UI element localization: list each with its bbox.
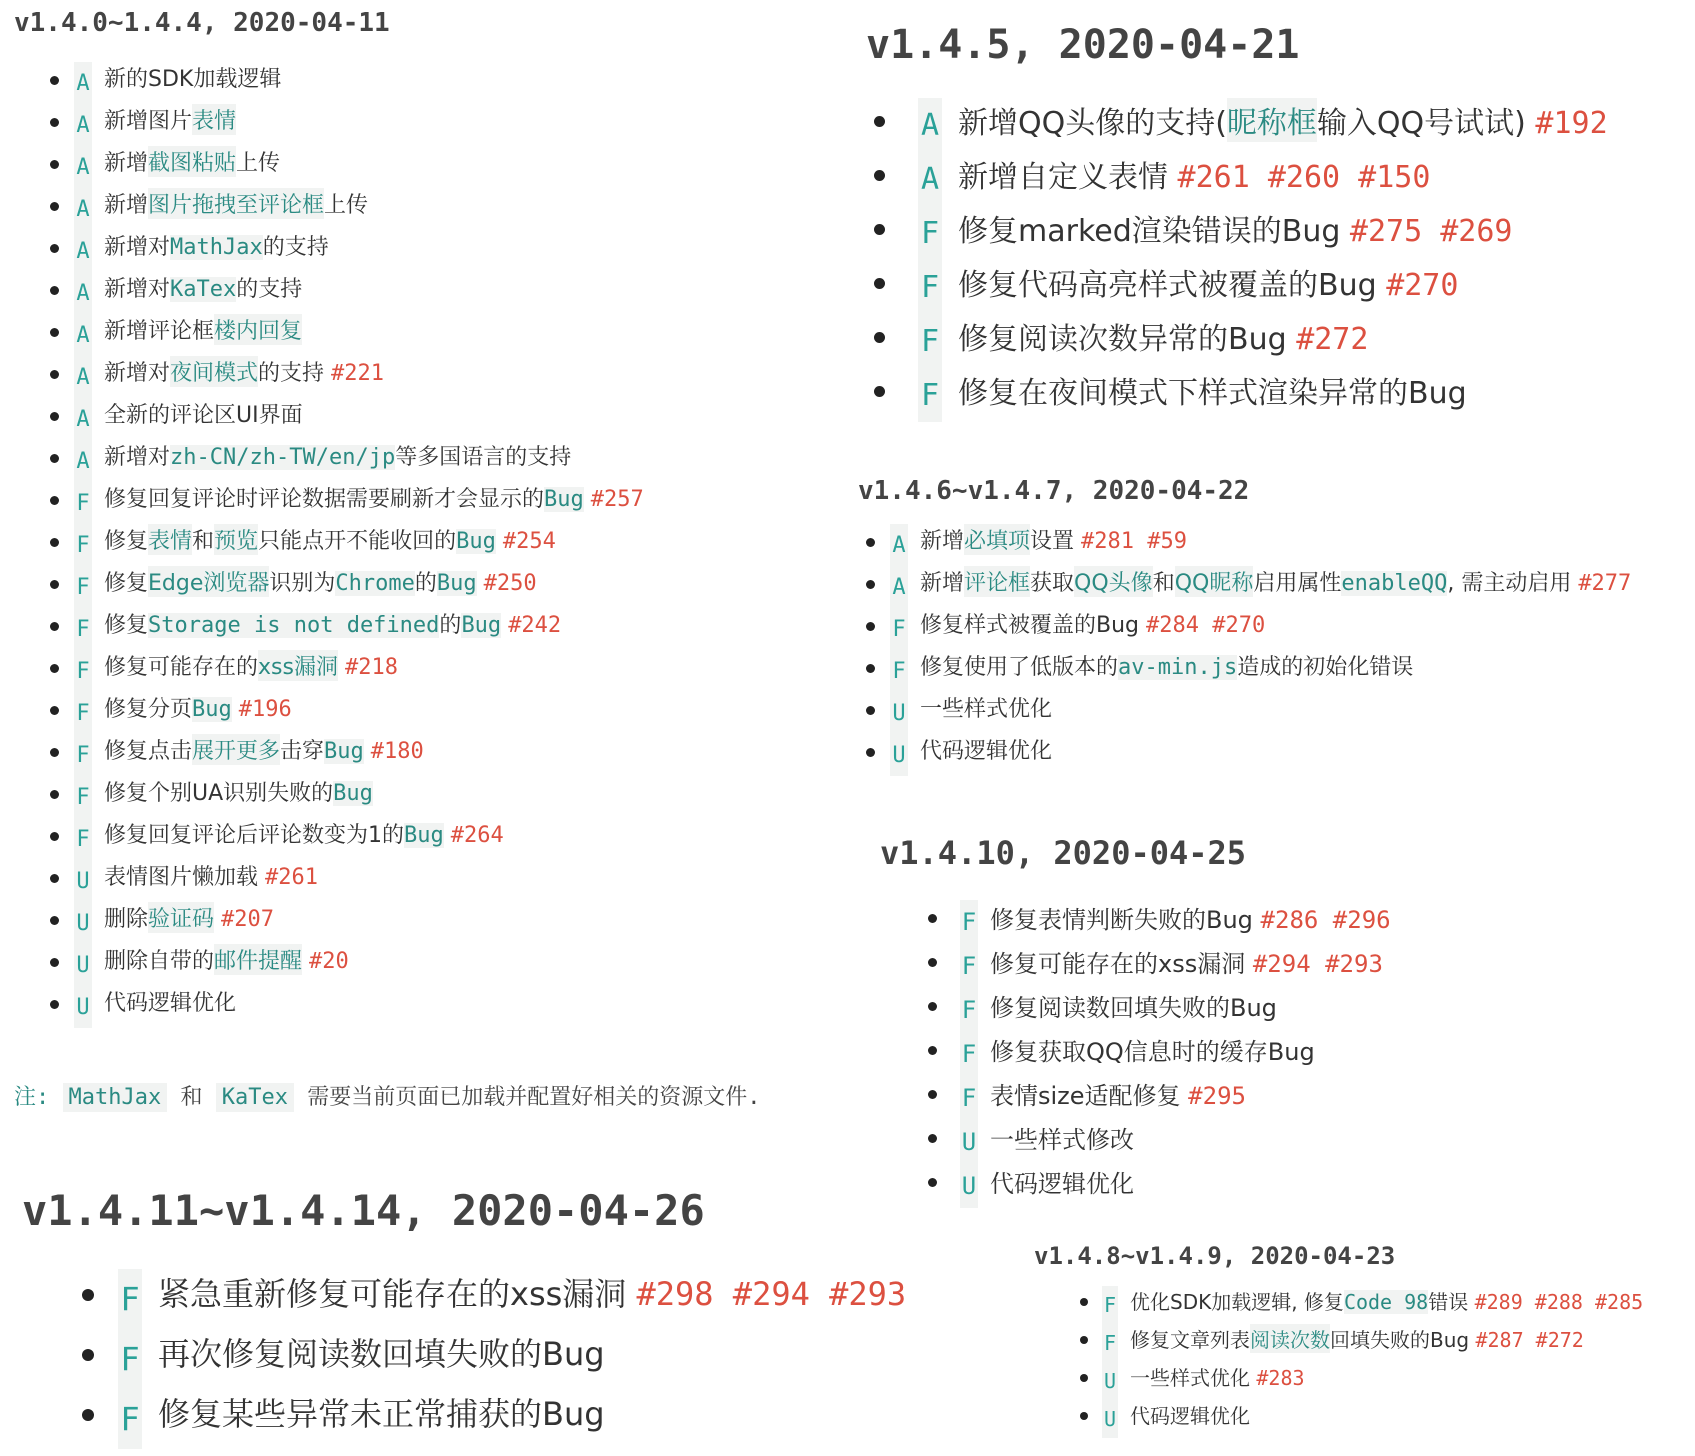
item-text: 修复 bbox=[104, 571, 149, 596]
list-item bbox=[14, 398, 644, 440]
item-text: 新增自定义表情 bbox=[958, 160, 1178, 195]
change-type-tag: F bbox=[1102, 1324, 1118, 1362]
inline-code: Bug bbox=[436, 571, 477, 596]
highlight-text: 预览 bbox=[214, 524, 258, 555]
change-type-tag: F bbox=[960, 1076, 978, 1120]
item-text: 修复使用了低版本的 bbox=[920, 655, 1119, 680]
highlight-text: 验证码 bbox=[148, 902, 214, 933]
section-title: v1.4.8~v1.4.9, 2020-04-23 bbox=[1034, 1242, 1396, 1270]
issue-ref: #275 #269 bbox=[1349, 214, 1513, 249]
change-type-tag: F bbox=[118, 1389, 142, 1449]
issue-ref: #196 bbox=[238, 697, 292, 722]
highlight-text: 昵称框 bbox=[1227, 98, 1317, 142]
item-text: 代码逻辑优化 bbox=[104, 991, 237, 1016]
item-text: 新的SDK加载逻辑 bbox=[104, 67, 282, 92]
highlight-text: xss漏洞 bbox=[258, 650, 338, 681]
change-type-tag: F bbox=[960, 900, 978, 944]
section-v1-4-0 bbox=[14, 8, 644, 1028]
change-type-tag: F bbox=[960, 1032, 978, 1076]
list-item bbox=[14, 608, 644, 650]
list-item bbox=[1054, 1286, 1643, 1324]
changelog-list bbox=[830, 524, 1631, 776]
item-text: 修复某些异常未正常捕获的Bug bbox=[158, 1395, 605, 1433]
item-text: 的支持 bbox=[262, 235, 329, 260]
list-item bbox=[830, 608, 1631, 650]
item-text bbox=[584, 487, 591, 512]
issue-ref: #281 #59 bbox=[1081, 529, 1187, 554]
list-item bbox=[14, 818, 644, 860]
highlight-text: 评论框 bbox=[964, 566, 1030, 597]
item-text: 一些样式优化 bbox=[920, 697, 1053, 722]
change-type-tag: U bbox=[960, 1120, 978, 1164]
issue-ref: #286 #296 bbox=[1260, 906, 1391, 934]
item-text: 修复 bbox=[104, 613, 149, 638]
list-item bbox=[14, 314, 644, 356]
item-text: 新增对 bbox=[104, 235, 171, 260]
issue-ref: #221 bbox=[331, 361, 385, 386]
section-v1-4-10 bbox=[880, 834, 1391, 1208]
list-item bbox=[14, 356, 644, 398]
inline-code: zh-CN/zh-TW/en/jp bbox=[170, 445, 396, 470]
item-text: 表情图片懒加载 bbox=[104, 865, 265, 890]
list-item bbox=[22, 1389, 906, 1449]
issue-ref: #272 bbox=[1296, 322, 1369, 357]
item-text bbox=[501, 613, 508, 638]
highlight-text: 截图粘贴 bbox=[148, 146, 236, 177]
inline-code: MathJax bbox=[170, 235, 263, 260]
highlight-text: 表情 bbox=[192, 104, 236, 135]
list-item bbox=[14, 902, 644, 944]
issue-ref: #254 bbox=[502, 529, 556, 554]
inline-code: Chrome bbox=[335, 571, 415, 596]
item-text: 优化SDK加载逻辑, 修复 bbox=[1130, 1290, 1344, 1314]
list-item bbox=[866, 98, 1608, 152]
item-text: 修复表情判断失败的Bug bbox=[990, 906, 1261, 934]
change-type-tag: F bbox=[918, 260, 942, 314]
list-item bbox=[1054, 1400, 1643, 1438]
change-type-tag: A bbox=[918, 152, 942, 206]
issue-ref: #250 bbox=[483, 571, 537, 596]
item-text: 删除 bbox=[104, 907, 149, 932]
inline-code: enableQQ bbox=[1341, 571, 1448, 596]
change-type-tag: F bbox=[74, 692, 92, 734]
list-item bbox=[830, 734, 1631, 776]
list-item bbox=[22, 1329, 906, 1389]
inline-code: Bug bbox=[404, 823, 444, 848]
issue-ref: #207 bbox=[221, 907, 275, 932]
highlight-text: 展开更多 bbox=[192, 734, 280, 765]
item-text: 再次修复阅读数回填失败的Bug bbox=[158, 1335, 605, 1373]
item-text bbox=[477, 571, 484, 596]
issue-ref: #284 #270 bbox=[1146, 613, 1266, 638]
item-text: 输入QQ号试试) bbox=[1316, 106, 1536, 141]
item-text: 只能点开不能收回的 bbox=[258, 529, 457, 554]
section-title: v1.4.11~v1.4.14, 2020-04-26 bbox=[22, 1186, 705, 1235]
list-item bbox=[14, 62, 644, 104]
item-text: 代码逻辑优化 bbox=[1130, 1404, 1250, 1428]
highlight-text: 邮件提醒 bbox=[214, 944, 302, 975]
list-item bbox=[14, 860, 644, 902]
list-item bbox=[14, 986, 644, 1028]
changelog-list bbox=[1054, 1286, 1643, 1438]
item-text: 修复代码高亮样式被覆盖的Bug bbox=[958, 268, 1387, 303]
issue-ref: #261 #260 #150 bbox=[1177, 160, 1431, 195]
list-item bbox=[14, 650, 644, 692]
change-type-tag: A bbox=[918, 98, 942, 152]
issue-ref: #180 bbox=[370, 739, 424, 764]
item-text: 的 bbox=[439, 613, 462, 638]
item-text: 修复 bbox=[104, 529, 149, 554]
change-type-tag: A bbox=[74, 146, 92, 188]
issue-ref: #287 #272 bbox=[1475, 1328, 1584, 1352]
change-type-tag: U bbox=[890, 734, 908, 776]
highlight-text: 阅读次数 bbox=[1250, 1324, 1330, 1353]
issue-ref: #192 bbox=[1535, 106, 1608, 141]
list-item bbox=[14, 440, 644, 482]
item-text: 修复阅读数回填失败的Bug bbox=[990, 994, 1277, 1022]
highlight-text: QQ头像 bbox=[1074, 566, 1153, 597]
item-text: 设置 bbox=[1030, 529, 1082, 554]
item-text: 新增对 bbox=[104, 361, 171, 386]
list-item bbox=[14, 776, 644, 818]
highlight-text: Edge浏览器 bbox=[148, 566, 269, 597]
item-text: 紧急重新修复可能存在的xss漏洞 bbox=[158, 1275, 637, 1313]
inline-code: av-min.js bbox=[1118, 655, 1238, 680]
section-v1-4-6 bbox=[858, 476, 1631, 776]
highlight-text: 楼内回复 bbox=[214, 314, 302, 345]
highlight-text: 夜间模式 bbox=[170, 356, 258, 387]
list-item bbox=[920, 900, 1391, 944]
change-type-tag: F bbox=[118, 1269, 142, 1329]
list-item bbox=[920, 1032, 1391, 1076]
note-suffix: 需要当前页面已加载并配置好相关的资源文件. bbox=[293, 1085, 761, 1110]
item-text: 全新的评论区UI界面 bbox=[104, 403, 303, 428]
change-type-tag: A bbox=[74, 440, 92, 482]
change-type-tag: F bbox=[74, 734, 92, 776]
item-text: 一些样式优化 bbox=[1130, 1366, 1257, 1390]
item-text: 启用属性 bbox=[1253, 571, 1342, 596]
issue-ref: #218 bbox=[344, 655, 398, 680]
section-title: v1.4.6~v1.4.7, 2020-04-22 bbox=[858, 476, 1250, 506]
item-text: 新增 bbox=[920, 529, 965, 554]
highlight-text: 必填项 bbox=[964, 524, 1030, 555]
change-type-tag: F bbox=[960, 944, 978, 988]
item-text: 识别为 bbox=[269, 571, 336, 596]
item-text: 代码逻辑优化 bbox=[990, 1170, 1134, 1198]
change-type-tag: F bbox=[74, 524, 92, 566]
issue-ref: #264 bbox=[450, 823, 504, 848]
item-text bbox=[444, 823, 451, 848]
list-item bbox=[14, 692, 644, 734]
highlight-text: 表情 bbox=[148, 524, 192, 555]
change-type-tag: F bbox=[118, 1329, 142, 1389]
change-type-tag: A bbox=[74, 272, 92, 314]
item-text: 修复阅读次数异常的Bug bbox=[958, 322, 1297, 357]
list-item bbox=[14, 566, 644, 608]
item-text: 修复marked渲染错误的Bug bbox=[958, 214, 1350, 249]
note-code-katex: KaTex bbox=[216, 1083, 294, 1112]
item-text: 新增评论框 bbox=[104, 319, 215, 344]
list-item bbox=[920, 944, 1391, 988]
list-item bbox=[830, 650, 1631, 692]
item-text: 修复分页 bbox=[104, 697, 193, 722]
inline-code: Bug bbox=[324, 739, 364, 764]
section-v1-4-11 bbox=[22, 1186, 906, 1449]
item-text: 修复可能存在的xss漏洞 bbox=[990, 950, 1253, 978]
list-item bbox=[830, 692, 1631, 734]
change-type-tag: F bbox=[890, 650, 908, 692]
issue-ref: #283 bbox=[1256, 1366, 1305, 1390]
change-type-tag: F bbox=[1102, 1286, 1118, 1324]
list-item bbox=[14, 188, 644, 230]
item-text: 表情size适配修复 bbox=[990, 1082, 1189, 1110]
change-type-tag: U bbox=[74, 944, 92, 986]
item-text: 造成的初始化错误 bbox=[1237, 655, 1414, 680]
item-text: 新增QQ头像的支持( bbox=[958, 106, 1227, 141]
item-text: 一些样式修改 bbox=[990, 1126, 1134, 1154]
item-text: 修复样式被覆盖的Bug bbox=[920, 613, 1146, 638]
item-text: 新增 bbox=[104, 151, 149, 176]
change-type-tag: F bbox=[918, 314, 942, 368]
item-text: 获取 bbox=[1030, 571, 1075, 596]
change-type-tag: A bbox=[74, 356, 92, 398]
issue-ref: #295 bbox=[1188, 1082, 1246, 1110]
item-text: 修复回复评论时评论数据需要刷新才会显示的 bbox=[104, 487, 545, 512]
inline-code: Storage is not defined bbox=[148, 613, 440, 638]
section-title: v1.4.0~1.4.4, 2020-04-11 bbox=[14, 8, 390, 38]
list-item bbox=[14, 104, 644, 146]
section-v1-4-5 bbox=[866, 22, 1608, 422]
item-text bbox=[214, 907, 221, 932]
inline-code: Bug bbox=[192, 697, 232, 722]
list-item bbox=[866, 152, 1608, 206]
inline-code: Bug bbox=[461, 613, 502, 638]
item-text: 代码逻辑优化 bbox=[920, 739, 1053, 764]
item-text: 新增 bbox=[920, 571, 965, 596]
change-type-tag: A bbox=[74, 104, 92, 146]
note-mid: 和 bbox=[167, 1085, 216, 1110]
section-title: v1.4.10, 2020-04-25 bbox=[880, 834, 1247, 872]
change-type-tag: A bbox=[890, 566, 908, 608]
item-text: 错误 bbox=[1428, 1290, 1475, 1314]
item-text: 修复获取QQ信息时的缓存Bug bbox=[990, 1038, 1315, 1066]
item-text: 修复文章列表 bbox=[1130, 1328, 1250, 1352]
list-item bbox=[920, 1120, 1391, 1164]
note bbox=[14, 1080, 760, 1111]
change-type-tag: F bbox=[890, 608, 908, 650]
list-item bbox=[1054, 1324, 1643, 1362]
change-type-tag: U bbox=[890, 692, 908, 734]
item-text bbox=[364, 739, 371, 764]
item-text: 修复回复评论后评论数变为1的 bbox=[104, 823, 404, 848]
item-text: 新增图片 bbox=[104, 109, 193, 134]
change-type-tag: U bbox=[74, 902, 92, 944]
issue-ref: #20 bbox=[309, 949, 349, 974]
item-text bbox=[338, 655, 345, 680]
change-type-tag: U bbox=[1102, 1400, 1118, 1438]
list-item bbox=[920, 988, 1391, 1032]
change-type-tag: F bbox=[74, 566, 92, 608]
list-item bbox=[14, 146, 644, 188]
item-text: 新增 bbox=[104, 193, 149, 218]
note-prefix: 注: bbox=[14, 1085, 63, 1110]
change-type-tag: A bbox=[74, 188, 92, 230]
list-item bbox=[14, 482, 644, 524]
issue-ref: #289 #288 #285 bbox=[1474, 1290, 1644, 1314]
list-item bbox=[14, 944, 644, 986]
item-text: 上传 bbox=[236, 151, 281, 176]
change-type-tag: F bbox=[918, 368, 942, 422]
note-code-mathjax: MathJax bbox=[63, 1083, 168, 1112]
change-type-tag: A bbox=[74, 230, 92, 272]
highlight-text: QQ昵称 bbox=[1175, 566, 1254, 597]
item-text: 回填失败的Bug bbox=[1330, 1328, 1476, 1352]
item-text: 和 bbox=[192, 529, 215, 554]
change-type-tag: F bbox=[74, 776, 92, 818]
list-item bbox=[866, 260, 1608, 314]
list-item bbox=[920, 1076, 1391, 1120]
change-type-tag: F bbox=[74, 650, 92, 692]
change-type-tag: F bbox=[918, 206, 942, 260]
change-type-tag: F bbox=[960, 988, 978, 1032]
item-text: 等多国语言的支持 bbox=[395, 445, 572, 470]
change-type-tag: F bbox=[74, 482, 92, 524]
change-type-tag: U bbox=[74, 860, 92, 902]
list-item bbox=[866, 368, 1608, 422]
item-text: 删除自带的 bbox=[104, 949, 215, 974]
item-text: 修复在夜间模式下样式渲染异常的Bug bbox=[958, 376, 1467, 411]
item-text: 修复个别UA识别失败的 bbox=[104, 781, 334, 806]
changelog-list bbox=[22, 1269, 906, 1449]
item-text bbox=[232, 697, 239, 722]
list-item bbox=[866, 314, 1608, 368]
item-text: 修复可能存在的 bbox=[104, 655, 259, 680]
issue-ref: #298 #294 #293 bbox=[636, 1275, 907, 1313]
list-item bbox=[14, 230, 644, 272]
list-item bbox=[830, 524, 1631, 566]
item-text: 的 bbox=[414, 571, 437, 596]
list-item bbox=[14, 734, 644, 776]
inline-code: Bug bbox=[544, 487, 584, 512]
change-type-tag: U bbox=[74, 986, 92, 1028]
list-item bbox=[830, 566, 1631, 608]
item-text: , 需主动启用 bbox=[1447, 571, 1579, 596]
change-type-tag: A bbox=[890, 524, 908, 566]
inline-code: Bug bbox=[333, 781, 373, 806]
list-item bbox=[14, 524, 644, 566]
item-text: 和 bbox=[1152, 571, 1175, 596]
issue-ref: #257 bbox=[590, 487, 644, 512]
inline-code: Code 98 bbox=[1343, 1290, 1429, 1314]
list-item bbox=[1054, 1362, 1643, 1400]
list-item bbox=[22, 1269, 906, 1329]
issue-ref: #261 bbox=[265, 865, 318, 890]
item-text: 的支持 bbox=[236, 277, 303, 302]
item-text: 上传 bbox=[324, 193, 369, 218]
item-text: 的支持 bbox=[258, 361, 332, 386]
change-type-tag: U bbox=[1102, 1362, 1118, 1400]
section-v1-4-8 bbox=[1034, 1242, 1643, 1438]
change-type-tag: U bbox=[960, 1164, 978, 1208]
issue-ref: #270 bbox=[1386, 268, 1459, 303]
item-text bbox=[496, 529, 503, 554]
change-type-tag: F bbox=[74, 818, 92, 860]
change-type-tag: A bbox=[74, 398, 92, 440]
issue-ref: #294 #293 bbox=[1252, 950, 1383, 978]
item-text: 修复点击 bbox=[104, 739, 193, 764]
change-type-tag: A bbox=[74, 62, 92, 104]
item-text: 击穿 bbox=[280, 739, 325, 764]
item-text bbox=[302, 949, 309, 974]
inline-code: KaTex bbox=[170, 277, 237, 302]
change-type-tag: A bbox=[74, 314, 92, 356]
item-text: 新增对 bbox=[104, 277, 171, 302]
list-item bbox=[14, 272, 644, 314]
issue-ref: #242 bbox=[508, 613, 562, 638]
changelog-list bbox=[14, 62, 644, 1028]
section-title: v1.4.5, 2020-04-21 bbox=[866, 22, 1300, 68]
inline-code: Bug bbox=[456, 529, 496, 554]
change-type-tag: F bbox=[74, 608, 92, 650]
issue-ref: #277 bbox=[1578, 571, 1632, 596]
list-item bbox=[920, 1164, 1391, 1208]
list-item bbox=[866, 206, 1608, 260]
changelog-list bbox=[866, 98, 1608, 422]
highlight-text: 图片拖拽至评论框 bbox=[148, 188, 324, 219]
changelog-list bbox=[920, 900, 1391, 1208]
item-text: 新增对 bbox=[104, 445, 171, 470]
